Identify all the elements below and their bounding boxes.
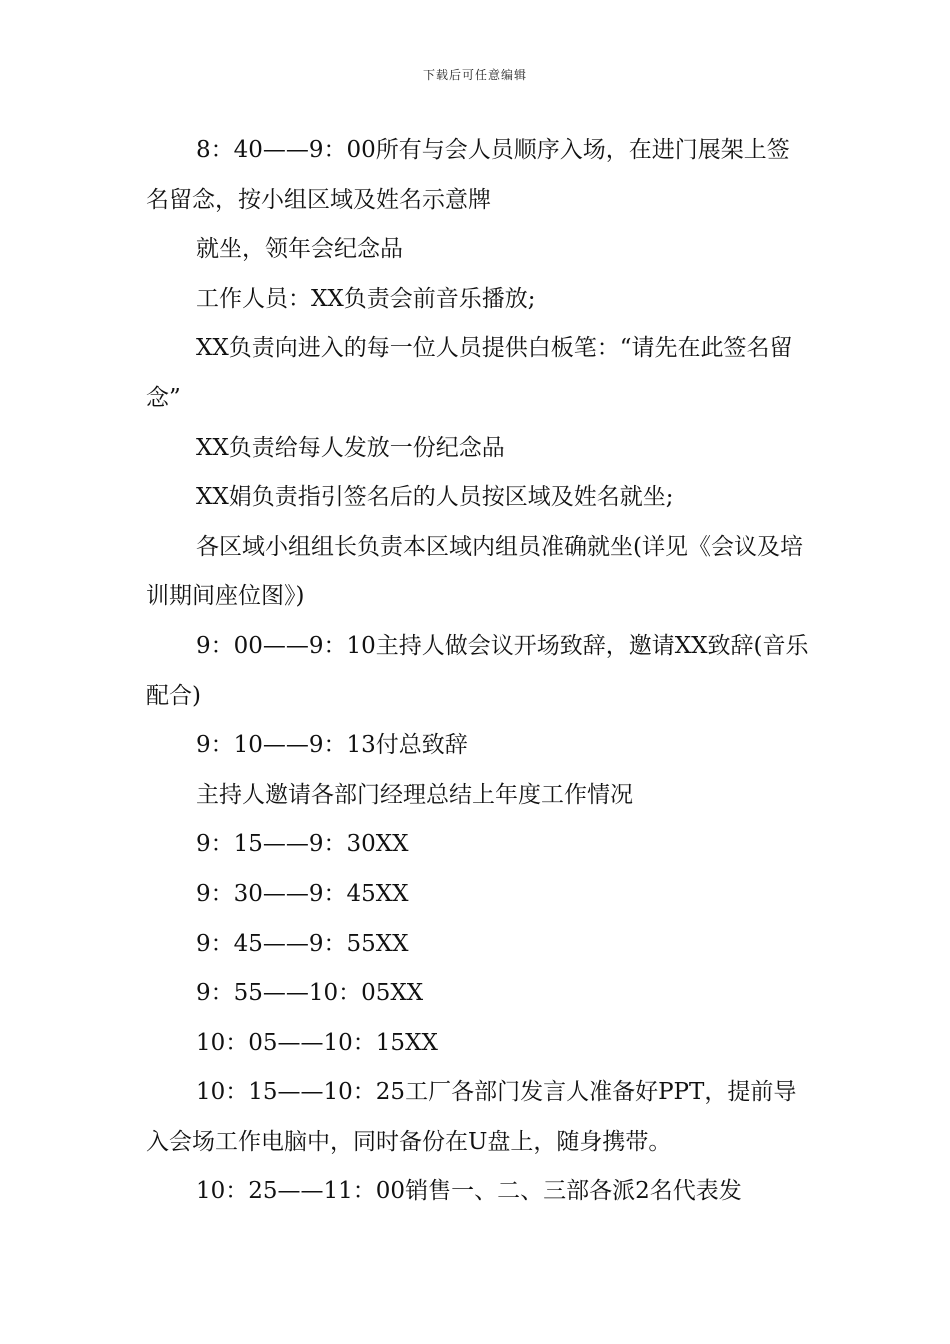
paragraph: 9：55——10：05XX xyxy=(196,980,424,1007)
paragraph: 10：15——10：25工厂各部门发言人准备好PPT，提前导入会场工作电脑中，同时备份在U盘上，随身携带。 xyxy=(146,1079,797,1155)
paragraph: 9：00——9：10主持人做会议开场致辞，邀请XX致辞(音乐配合) xyxy=(146,632,809,709)
paragraph: 工作人员：XX负责会前音乐播放; xyxy=(196,285,536,312)
paragraph: 9：30——9：45XX xyxy=(196,880,409,907)
paragraph: XX娟负责指引签名后的人员按区域及姓名就坐; xyxy=(196,484,674,511)
paragraph: XX负责向进入的每一位人员提供白板笔：“请先在此签名留念” xyxy=(146,335,793,411)
paragraph: 9：15——9：30XX xyxy=(196,831,409,858)
document-body xyxy=(146,126,810,1217)
paragraph: 9：10——9：13付总致辞 xyxy=(196,732,468,759)
paragraph: 各区域小组组长负责本区域内组员准确就坐(详见《会议及培训期间座位图》) xyxy=(146,533,803,610)
paragraph: 8：40——9：00所有与会人员顺序入场，在进门展架上签名留念，按小组区域及姓名示意牌 xyxy=(146,137,790,213)
paragraph: 10：05——10：15XX xyxy=(196,1029,438,1056)
paragraph: 9：45——9：55XX xyxy=(196,930,409,957)
paragraph: 就坐，领年会纪念品 xyxy=(196,236,403,263)
paragraph: XX负责给每人发放一份纪念品 xyxy=(196,434,505,461)
page-header: 下载后可任意编辑 xyxy=(422,68,527,82)
paragraph: 10：25——11：00销售一、二、三部各派2名代表发 xyxy=(196,1178,742,1205)
paragraph: 主持人邀请各部门经理总结上年度工作情况 xyxy=(196,781,633,808)
